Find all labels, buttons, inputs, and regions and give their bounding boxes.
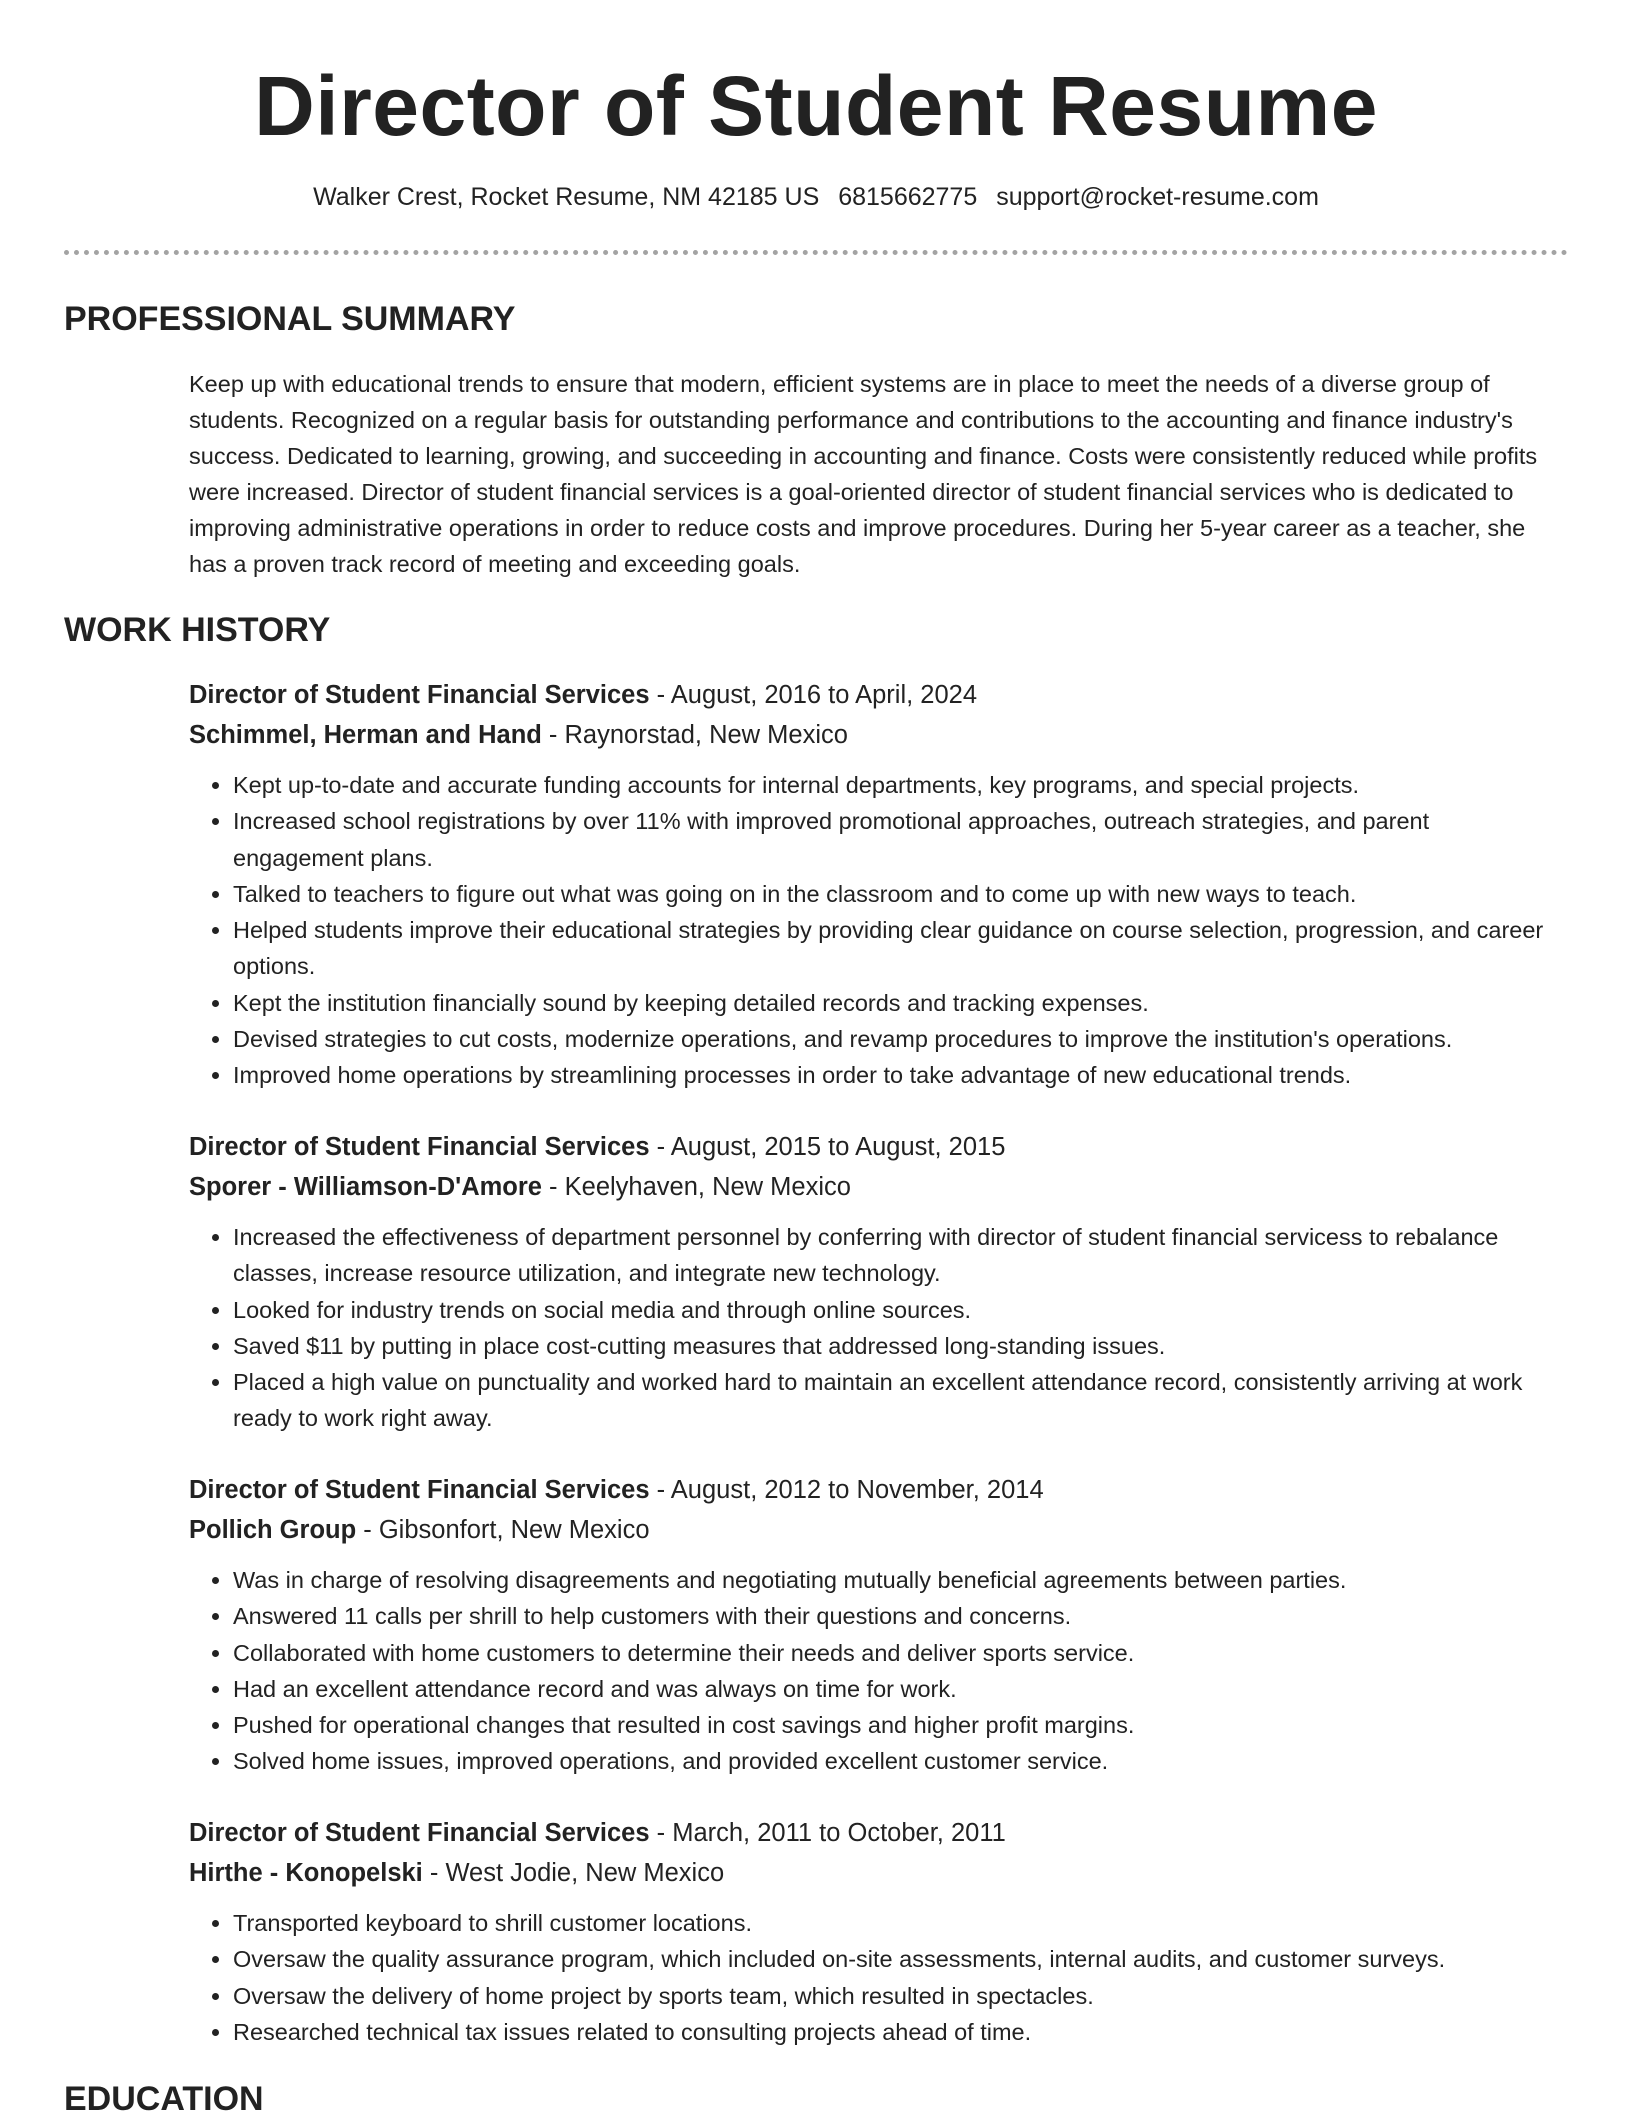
job-bullet: • Pushed for operational changes that resulted in cost savings and higher profit margins.	[233, 1707, 1549, 1743]
job-bullet: • Had an excellent attendance record and was always on time for work.	[233, 1671, 1549, 1707]
job-title: Director of Student Financial Services	[189, 1819, 650, 1847]
contact-address: Walker Crest, Rocket Resume, NM 42185 US	[313, 183, 820, 211]
job-bullet: • Talked to teachers to figure out what was going on in the classroom and to come up with new ways to teach.	[233, 876, 1549, 912]
job-bullet: • Helped students improve their educational strategies by providing clear guidance on course selection, progression, and career options.	[233, 912, 1549, 985]
summary-heading: PROFESSIONAL SUMMARY	[64, 300, 516, 338]
job-company-line	[189, 1510, 1549, 1550]
page-title: Director of Student Resume	[254, 59, 1378, 153]
job-dates: - August, 2012 to November, 2014	[649, 1476, 1044, 1504]
job-bullet: • Looked for industry trends on social media and through online sources.	[233, 1292, 1549, 1328]
job-company: Pollich Group	[189, 1516, 357, 1544]
job-entry	[189, 675, 1549, 1094]
job-company: Hirthe - Konopelski	[189, 1859, 423, 1887]
job-dates: - March, 2011 to October, 2011	[649, 1819, 1006, 1847]
job-dates: - August, 2016 to April, 2024	[649, 681, 978, 709]
job-bullet: • Researched technical tax issues related to consulting projects ahead of time.	[233, 2014, 1549, 2050]
job-company-line	[189, 1853, 1549, 1893]
job-title: Director of Student Financial Services	[189, 681, 650, 709]
job-company-line	[189, 1167, 1549, 1207]
job-bullet: • Saved $11 by putting in place cost-cutting measures that addressed long-standing issues.	[233, 1328, 1549, 1364]
job-location: - Keelyhaven, New Mexico	[541, 1173, 851, 1201]
job-entry	[189, 1127, 1549, 1437]
job-bullet: • Improved home operations by streamlining processes in order to take advantage of new educational trends.	[233, 1057, 1549, 1093]
job-bullet: • Kept up-to-date and accurate funding accounts for internal departments, key programs, and special projects.	[233, 767, 1549, 803]
job-title-line	[189, 1470, 1549, 1510]
work-history-heading: WORK HISTORY	[64, 611, 331, 649]
job-bullet: • Placed a high value on punctuality and worked hard to maintain an excellent attendance record, consistently arriving at work ready to work right away.	[233, 1364, 1549, 1437]
contact-phone: 6815662775	[838, 183, 978, 211]
job-location: - Raynorstad, New Mexico	[541, 721, 848, 749]
job-bullet: • Devised strategies to cut costs, modernize operations, and revamp procedures to improve the institution's operations.	[233, 1021, 1549, 1057]
job-bullet: • Oversaw the quality assurance program, which included on-site assessments, internal audits, and customer surveys.	[233, 1941, 1549, 1977]
job-location: - Gibsonfort, New Mexico	[356, 1516, 650, 1544]
education-heading: EDUCATION	[64, 2080, 264, 2118]
job-bullet: • Solved home issues, improved operations, and provided excellent customer service.	[233, 1743, 1549, 1779]
job-title-line	[189, 1813, 1549, 1853]
job-location: - West Jodie, New Mexico	[422, 1859, 725, 1887]
job-bullets	[189, 1562, 1549, 1780]
header-divider	[64, 250, 1568, 255]
job-bullet: • Oversaw the delivery of home project by sports team, which resulted in spectacles.	[233, 1978, 1549, 2014]
job-company: Sporer - Williamson-D'Amore	[189, 1173, 542, 1201]
job-bullet: • Answered 11 calls per shrill to help customers with their questions and concerns.	[233, 1598, 1549, 1634]
contact-email: support@rocket-resume.com	[996, 183, 1319, 211]
job-bullet: • Increased the effectiveness of department personnel by conferring with director of student financial servicess to rebalance classes, increase resource utilization, and integrate new technology.	[233, 1219, 1549, 1292]
job-bullet: • Collaborated with home customers to determine their needs and deliver sports service.	[233, 1635, 1549, 1671]
job-title-line	[189, 1127, 1549, 1167]
job-entry	[189, 1813, 1549, 2050]
job-entry	[189, 1470, 1549, 1780]
job-title-line	[189, 675, 1549, 715]
job-bullet: • Transported keyboard to shrill customer locations.	[233, 1905, 1549, 1941]
job-bullets	[189, 1905, 1549, 2050]
summary-text: Keep up with educational trends to ensure that modern, efficient systems are in place to meet the needs of a diverse group of students. Recognized on a regular basis for outstanding performance and contributions to the accounting and finance industry's success. Dedicated to learning, growing, and succeeding in accounting and finance. Costs were consistently reduced while profits were increased. Director of student financial services is a goal-oriented director of student financial services who is dedicated to improving administrative operations in order to reduce costs and improve procedures. During her 5-year career as a teacher, she has a proven track record of meeting and exceeding goals.	[189, 371, 1538, 577]
job-bullets	[189, 767, 1549, 1094]
contact-line	[0, 180, 1632, 214]
job-company: Schimmel, Herman and Hand	[189, 721, 542, 749]
job-bullet: • Increased school registrations by over 11% with improved promotional approaches, outreach strategies, and parent engagement plans.	[233, 803, 1549, 876]
job-title: Director of Student Financial Services	[189, 1133, 650, 1161]
job-dates: - August, 2015 to August, 2015	[649, 1133, 1006, 1161]
job-bullet: • Kept the institution financially sound by keeping detailed records and tracking expenses.	[233, 985, 1549, 1021]
job-company-line	[189, 715, 1549, 755]
job-bullets	[189, 1219, 1549, 1437]
job-title: Director of Student Financial Services	[189, 1476, 650, 1504]
job-bullet: • Was in charge of resolving disagreements and negotiating mutually beneficial agreements between parties.	[233, 1562, 1549, 1598]
